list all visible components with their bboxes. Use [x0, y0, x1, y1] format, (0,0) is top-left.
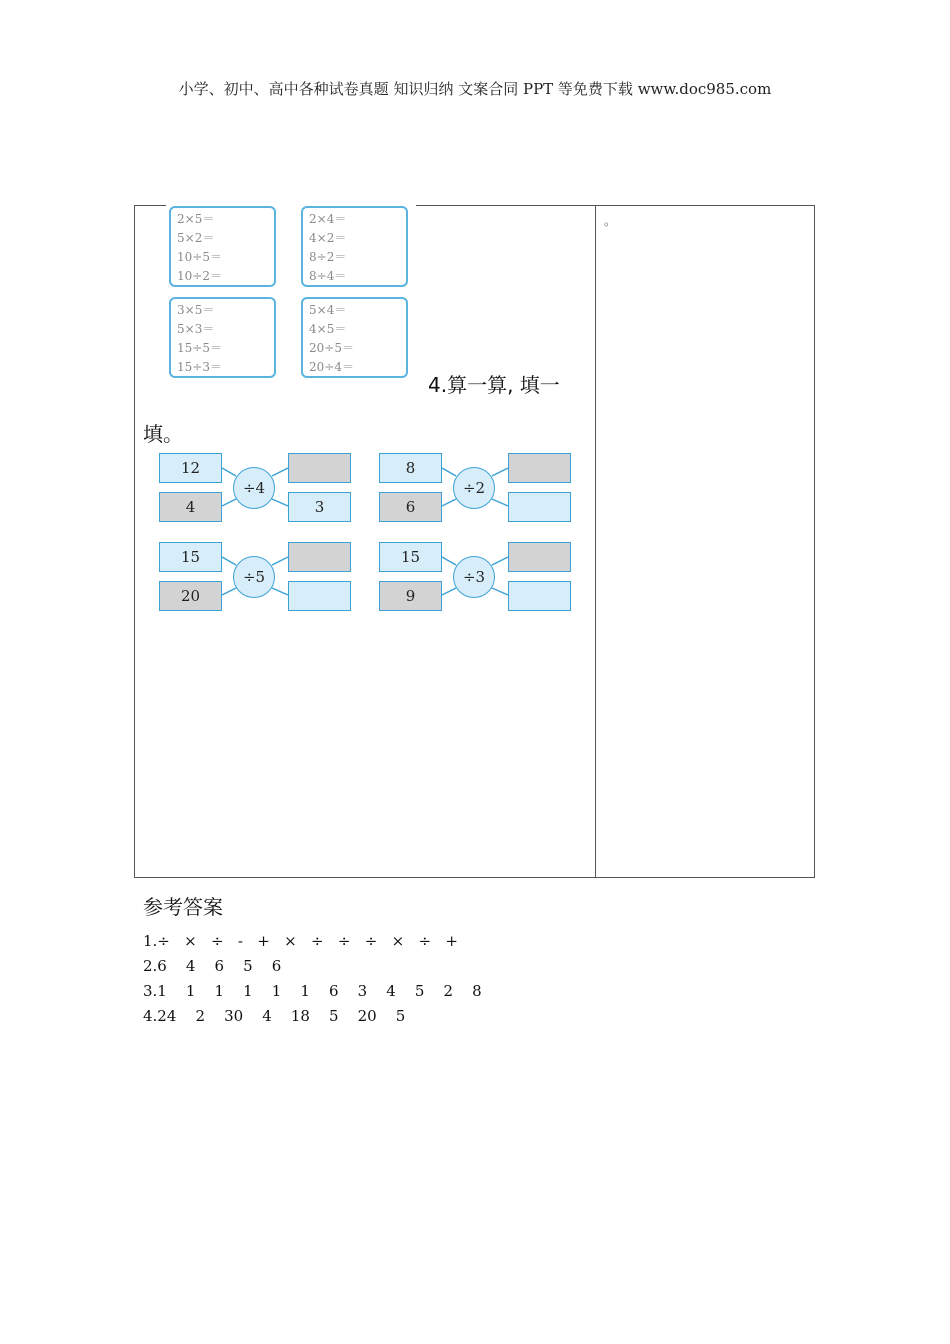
column-divider — [595, 205, 596, 878]
equation: 10÷5＝ — [177, 250, 222, 264]
answer-box[interactable] — [508, 542, 571, 572]
answer-box[interactable]: 4 — [159, 492, 222, 522]
answer-line-2: 2.6 4 6 5 6 — [143, 957, 282, 975]
answer-line-1: 1.÷ × ÷ - + × ÷ ÷ ÷ × ÷ + — [143, 932, 458, 950]
equation: 8÷2＝ — [309, 250, 347, 264]
dividend-box: 15 — [379, 542, 442, 572]
equation: 8÷4＝ — [309, 269, 347, 283]
answer-box[interactable]: 6 — [379, 492, 442, 522]
dividend-box: 12 — [159, 453, 222, 483]
equation: 20÷5＝ — [309, 341, 354, 355]
equation: 5×4＝ — [309, 303, 347, 317]
answer-box[interactable] — [508, 492, 571, 522]
answer-box[interactable] — [288, 453, 351, 483]
answer-box[interactable] — [508, 581, 571, 611]
equation: 2×5＝ — [177, 212, 215, 226]
equation: 5×3＝ — [177, 322, 215, 336]
answer-box[interactable]: 9 — [379, 581, 442, 611]
equation: 10÷2＝ — [177, 269, 222, 283]
right-column-mark: 。 — [604, 214, 617, 228]
division-puzzle-2 — [379, 453, 592, 525]
dividend-box: 8 — [379, 453, 442, 483]
division-puzzle-4 — [379, 542, 592, 614]
answer-box[interactable]: 20 — [159, 581, 222, 611]
equation: 2×4＝ — [309, 212, 347, 226]
equation: 3×5＝ — [177, 303, 215, 317]
question-4-heading-cont: 填。 — [143, 422, 183, 446]
quotient-box: 3 — [288, 492, 351, 522]
equation: 5×2＝ — [177, 231, 215, 245]
equation: 20÷4＝ — [309, 360, 354, 374]
answers-title: 参考答案 — [143, 895, 223, 919]
answer-box[interactable] — [508, 453, 571, 483]
division-puzzle-3 — [159, 542, 372, 614]
answer-box[interactable] — [288, 581, 351, 611]
equation-box-1 — [169, 206, 276, 287]
equation-box-3 — [169, 297, 276, 378]
equation-box-2 — [301, 206, 408, 287]
operator-circle: ÷3 — [453, 556, 495, 598]
operator-circle: ÷2 — [453, 467, 495, 509]
dividend-box: 15 — [159, 542, 222, 572]
question-4-heading: 4.算一算, 填一 — [428, 373, 560, 397]
division-puzzle-1 — [159, 453, 372, 525]
equation: 15÷5＝ — [177, 341, 222, 355]
equation: 4×5＝ — [309, 322, 347, 336]
equation: 15÷3＝ — [177, 360, 222, 374]
operator-circle: ÷5 — [233, 556, 275, 598]
equation: 4×2＝ — [309, 231, 347, 245]
operator-circle: ÷4 — [233, 467, 275, 509]
answer-box[interactable] — [288, 542, 351, 572]
page-header: 小学、初中、高中各种试卷真题 知识归纳 文案合同 PPT 等免费下载 www.doc985.com — [178, 80, 772, 98]
answer-line-4: 4.24 2 30 4 18 5 20 5 — [143, 1007, 406, 1025]
equation-box-4 — [301, 297, 408, 378]
answer-line-3: 3.1 1 1 1 1 1 6 3 4 5 2 8 — [143, 982, 482, 1000]
